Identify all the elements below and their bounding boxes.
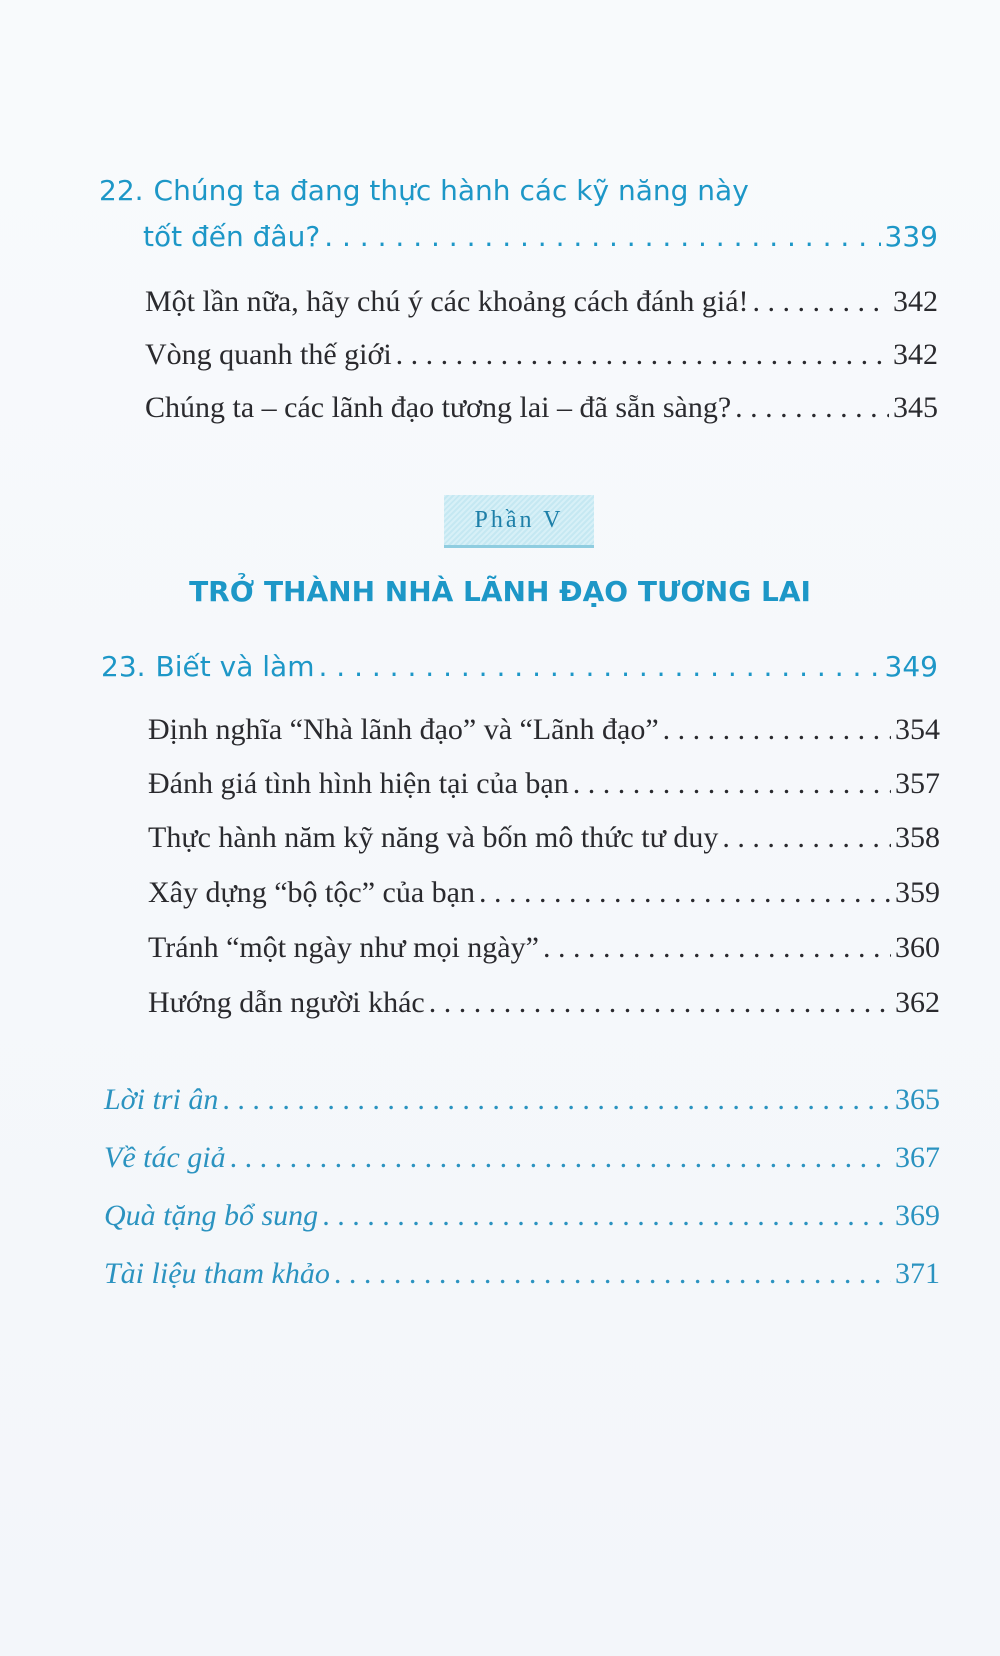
section-title: Một lần nữa, hãy chú ý các khoảng cách đánh giá!	[145, 285, 749, 318]
section-title: Đánh giá tình hình hiện tại của bạn	[148, 767, 569, 800]
toc-entry[interactable]	[148, 821, 940, 855]
dot-leader	[324, 220, 880, 253]
toc-entry[interactable]	[145, 338, 938, 372]
toc-entry[interactable]	[148, 986, 940, 1020]
section-title: Định nghĩa “Nhà lãnh đạo” và “Lãnh đạo”	[148, 713, 659, 746]
dot-leader	[753, 285, 889, 319]
section-title: Vòng quanh thế giới	[145, 338, 392, 371]
back-matter-page: 367	[895, 1141, 940, 1174]
back-matter-title: Tài liệu tham khảo	[104, 1257, 330, 1290]
section-page: 358	[895, 821, 940, 854]
toc-entry[interactable]	[145, 285, 938, 319]
section-title: Chúng ta – các lãnh đạo tương lai – đã sẵn sàng?	[145, 391, 732, 424]
chapter-22-heading[interactable]	[99, 174, 749, 207]
chapter-22-page: 339	[884, 220, 938, 253]
toc-entry[interactable]	[148, 876, 940, 910]
back-matter-title: Về tác giả	[104, 1141, 226, 1174]
chapter-23-page: 349	[884, 650, 938, 683]
back-matter-page: 371	[895, 1257, 940, 1290]
back-matter-entry[interactable]	[104, 1257, 940, 1291]
chapter-22-title-line1: Chúng ta đang thực hành các kỹ năng này	[153, 174, 749, 207]
section-page: 345	[893, 391, 938, 424]
dot-leader	[543, 931, 891, 965]
dot-leader	[735, 391, 889, 425]
dot-leader	[396, 338, 889, 372]
section-page: 357	[895, 767, 940, 800]
dot-leader	[318, 650, 880, 683]
toc-entry[interactable]	[148, 713, 940, 747]
part-underline	[444, 545, 594, 548]
section-page: 342	[893, 338, 938, 371]
toc-entry[interactable]	[145, 391, 938, 425]
chapter-22-number: 22.	[99, 174, 144, 207]
section-title: Xây dựng “bộ tộc” của bạn	[148, 876, 475, 909]
section-title: Tránh “một ngày như mọi ngày”	[148, 931, 539, 964]
dot-leader	[479, 876, 891, 910]
toc-entry[interactable]	[148, 931, 940, 965]
back-matter-entry[interactable]	[104, 1199, 940, 1233]
section-page: 360	[895, 931, 940, 964]
dot-leader	[429, 986, 891, 1020]
dot-leader	[322, 1199, 891, 1233]
section-page: 362	[895, 986, 940, 1019]
dot-leader	[230, 1141, 891, 1175]
section-title: Thực hành năm kỹ năng và bốn mô thức tư duy	[148, 821, 719, 854]
dot-leader	[222, 1083, 891, 1117]
section-page: 342	[893, 285, 938, 318]
chapter-23-number: 23.	[101, 650, 146, 683]
back-matter-title: Lời tri ân	[104, 1083, 219, 1116]
chapter-23-title: Biết và làm	[155, 650, 315, 683]
section-title: Hướng dẫn người khác	[148, 986, 425, 1019]
back-matter-page: 365	[895, 1083, 940, 1116]
chapter-23-entry[interactable]	[101, 650, 938, 683]
section-page: 359	[895, 876, 940, 909]
back-matter-page: 369	[895, 1199, 940, 1232]
part-label: Phần V	[444, 495, 594, 545]
dot-leader	[663, 713, 891, 747]
toc-entry[interactable]	[148, 767, 940, 801]
chapter-22-entry[interactable]	[143, 220, 938, 253]
part-title: TRỞ THÀNH NHÀ LÃNH ĐẠO TƯƠNG LAI	[189, 575, 811, 608]
section-page: 354	[895, 713, 940, 746]
back-matter-entry[interactable]	[104, 1141, 940, 1175]
back-matter-title: Quà tặng bổ sung	[104, 1199, 319, 1232]
dot-leader	[334, 1257, 891, 1291]
dot-leader	[573, 767, 891, 801]
back-matter-entry[interactable]	[104, 1083, 940, 1117]
dot-leader	[722, 821, 891, 855]
chapter-22-title-line2: tốt đến đâu?	[143, 220, 321, 253]
